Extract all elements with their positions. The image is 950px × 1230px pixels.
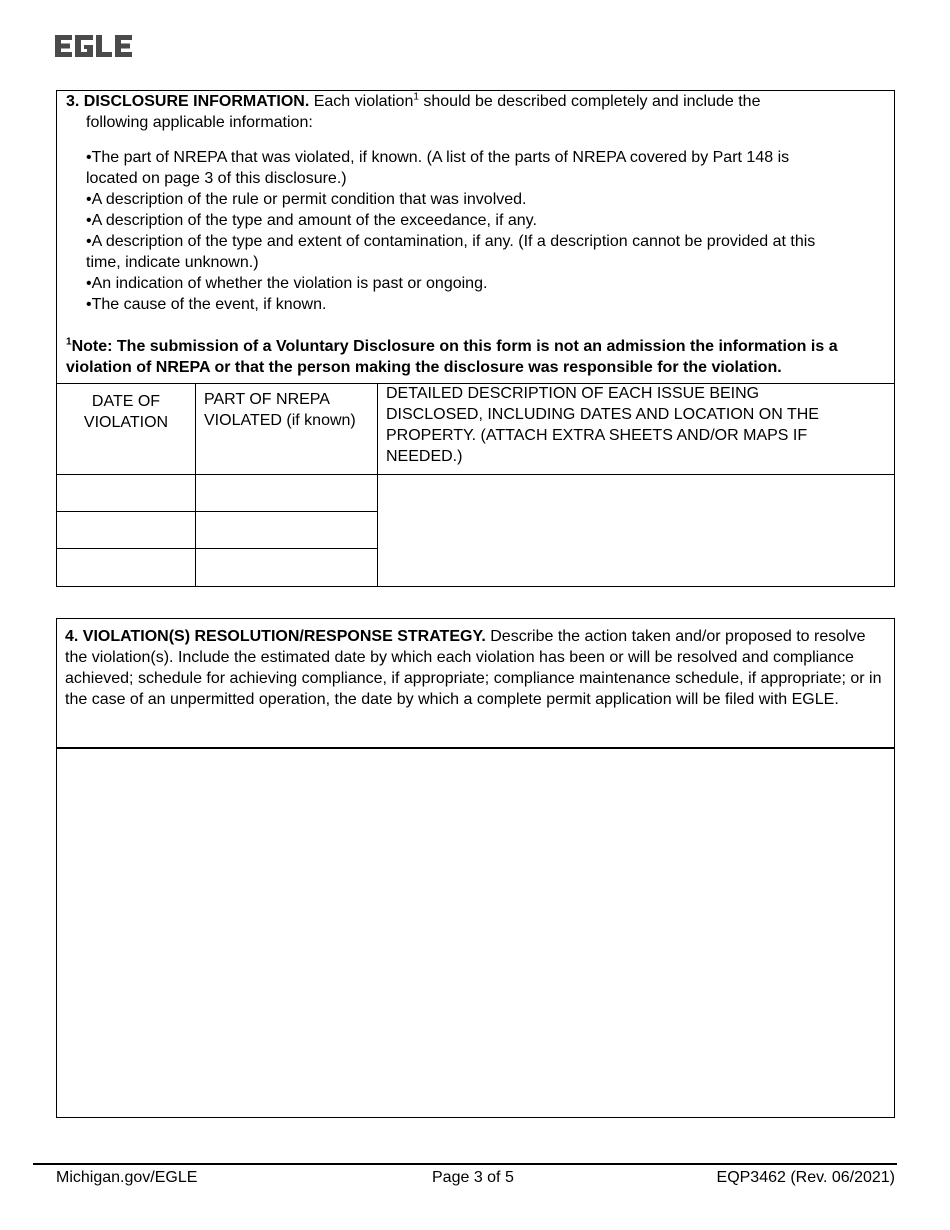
part-of-nrepa-field-2[interactable]: [196, 512, 377, 548]
section-3-heading: [66, 91, 886, 133]
violation-table: [57, 383, 894, 586]
list-item: •A description of the rule or permit condition that was involved.: [86, 191, 527, 208]
section-4-title: VIOLATION(S) RESOLUTION/RESPONSE STRATEGY.: [82, 628, 486, 645]
egle-logo-icon: [55, 34, 135, 58]
disclosure-note: $^1$Note: The submission of a Voluntary Disclosure on this form is not an admission the information is a violation of NREPA or that the person making the disclosure was responsible for the violation.: [66, 336, 838, 376]
column-header-date-of-violation: DATE OF VIOLATION: [83, 393, 169, 431]
column-header-part-of-nrepa: PART OF NREPA VIOLATED (if known): [204, 391, 356, 429]
footer-divider: [33, 1163, 897, 1165]
date-of-violation-field-3[interactable]: [57, 549, 195, 585]
resolution-strategy-field[interactable]: [56, 748, 895, 1118]
section-4-number: 4.: [65, 628, 79, 645]
list-item: located on page 3 of this disclosure.): [86, 170, 347, 187]
part-of-nrepa-field-3[interactable]: [196, 549, 377, 585]
date-of-violation-field-1[interactable]: [57, 475, 195, 511]
list-item: •A description of the type and extent of contamination, if any. (If a description cannot be provided at this: [86, 233, 816, 250]
footer-page-number: Page 3 of 5: [432, 1169, 514, 1186]
section-3-intro: Each violation$^1$ should be described completely and include the: [313, 91, 761, 110]
section-4-description: Describe the action taken and/or proposed to resolve the violation(s). Include the estimated date by which each violation has been or will be resolved and compliance achieved; schedule for achieving compliance, if appropriate; compliance maintenance schedule, if appropriate; or in the case of an unpermitted operation, the date by which a complete permit application will be filed with EGLE.: [65, 628, 882, 708]
section-3-intro-line2: following applicable information:: [86, 114, 313, 131]
list-item: time, indicate unknown.): [86, 254, 259, 271]
part-of-nrepa-field-1[interactable]: [196, 475, 377, 511]
footnote-ref: 1: [413, 91, 419, 103]
footer-website: Michigan.gov/EGLE: [56, 1169, 198, 1186]
section-4-text: [65, 626, 890, 710]
section-3-title: DISCLOSURE INFORMATION.: [83, 93, 310, 110]
column-header-detailed-description: DETAILED DESCRIPTION OF EACH ISSUE BEING DISCLOSED, INCLUDING DATES AND LOCATION ON THE PROPERTY. (ATTACH EXTRA SHEETS AND/OR MAPS IF NEEDED.): [386, 385, 819, 465]
list-item: •The cause of the event, if known.: [86, 296, 327, 313]
section-4-heading: [56, 618, 895, 749]
date-of-violation-field-2[interactable]: [57, 512, 195, 548]
detailed-description-field[interactable]: [378, 475, 894, 585]
list-item: •An indication of whether the violation is past or ongoing.: [86, 275, 488, 292]
list-item: •A description of the type and amount of the exceedance, if any.: [86, 212, 537, 229]
footer-form-id: EQP3462 (Rev. 06/2021): [716, 1169, 895, 1186]
egle-logo: [55, 33, 135, 59]
list-item: •The part of NREPA that was violated, if known. (A list of the parts of NREPA covered by Part 148 is: [86, 149, 790, 166]
section-3-disclosure-information: [56, 90, 895, 587]
section-3-number: 3.: [66, 93, 80, 110]
applicable-info-list: [86, 147, 886, 315]
